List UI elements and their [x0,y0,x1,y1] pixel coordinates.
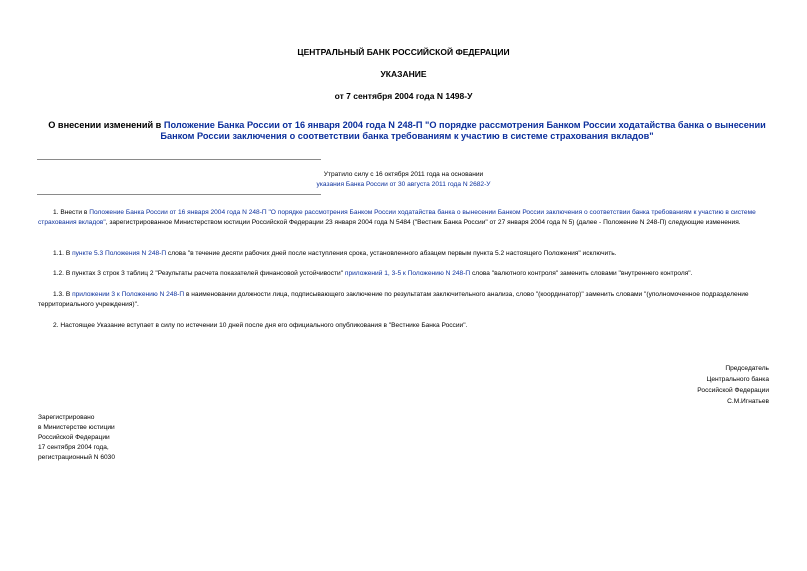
document-type: УКАЗАНИЕ [380,69,427,79]
status-note-link[interactable]: указания Банка России от 30 августа 2011 года N 2682-У [316,181,491,188]
paragraph-1-3-text-end: в наименовании должности лица, подписывающего заключение по результатам заключительного анализа, слово "(координатор)" заменить словами "(уполномоченное подразделение территориального учреждения)". [38,291,749,308]
registration-line-4: 17 сентября 2004 года, [38,444,109,451]
paragraph-1-link[interactable]: Положение Банка России от 16 января 2004 года N 248-П "О порядке рассмотрения Банком России ходатайства банка о вынесении Банком России заключения о соответствии банка требованиям к участию в системе страхования вкладов" [38,209,756,226]
paragraph-1-1 [38,249,778,259]
signature-line-1: Председатель [725,365,769,372]
registration-line-1: Зарегистрировано [38,414,95,421]
paragraph-1-3-text-start: 1.3. В [53,291,73,298]
paragraph-1-2-link[interactable]: приложений 1, 3-5 к Положению N 248-П [344,270,471,277]
registration-line-5: регистрационный N 6030 [38,454,116,461]
paragraph-1-1-text-end: слова "в течение десяти рабочих дней после наступления срока, установленного абзацем первым пункта 5.2 настоящего Положения" исключить. [166,250,617,257]
divider-top [37,159,321,160]
paragraph-1-1-text-start: 1.1. В [53,250,73,257]
title-prefix: О внесении изменений в [48,120,164,130]
paragraph-1-text-end: , зарегистрированное Министерством юстиции Российской Федерации 23 января 2004 года N 5484 ("Вестник Банка России" от 27 января 2004 года N 5) (далее - Положение N 248-П) следующие изменения. [105,219,741,226]
registration-block [38,413,238,463]
document-date-number: от 7 сентября 2004 года N 1498-У [334,91,473,101]
paragraph-1-2 [38,269,778,279]
paragraph-1 [38,208,778,228]
signature-block [569,363,769,407]
signature-line-3: Российской Федерации [697,387,769,394]
registration-line-3: Российской Федерации [38,434,110,441]
signature-line-4: С.М.Игнатьев [727,398,769,405]
status-note [0,170,807,190]
signature-line-2: Центрального банка [706,376,769,383]
registration-line-2: в Министерстве юстиции [38,424,115,431]
paragraph-1-3-link[interactable]: приложении 3 к Положению N 248-П [72,291,185,298]
paragraph-1-2-text-end: слова "валютного контроля" заменить словами "внутреннего контроля". [470,270,693,277]
title-link-regulation-248p[interactable]: Положение Банка России от 16 января 2004 года N 248-П "О порядке рассмотрения Банком России ходатайства банка о вынесении Банком России заключения о соответствии банка требованиям к участию в системе страхования вкладов" [160,120,766,141]
paragraph-1-3 [38,290,778,310]
divider-bottom [37,194,321,195]
paragraph-1-2-text-start: 1.2. В пунктах 3 строк 3 таблиц 2 "Результаты расчета показателей финансовой устойчивости" [53,270,345,277]
paragraph-1-text-start: 1. Внести в [53,209,90,216]
paragraph-2: 2. Настоящее Указание вступает в силу по истечении 10 дней после дня его официального опубликования в "Вестнике Банка России". [53,322,468,329]
status-note-text: Утратило силу с 16 октября 2011 года на основании [323,171,484,178]
issuer-name: ЦЕНТРАЛЬНЫЙ БАНК РОССИЙСКОЙ ФЕДЕРАЦИИ [297,47,510,57]
paragraph-1-1-link[interactable]: пункте 5.3 Положения N 248-П [72,250,167,257]
document-title [40,120,774,142]
